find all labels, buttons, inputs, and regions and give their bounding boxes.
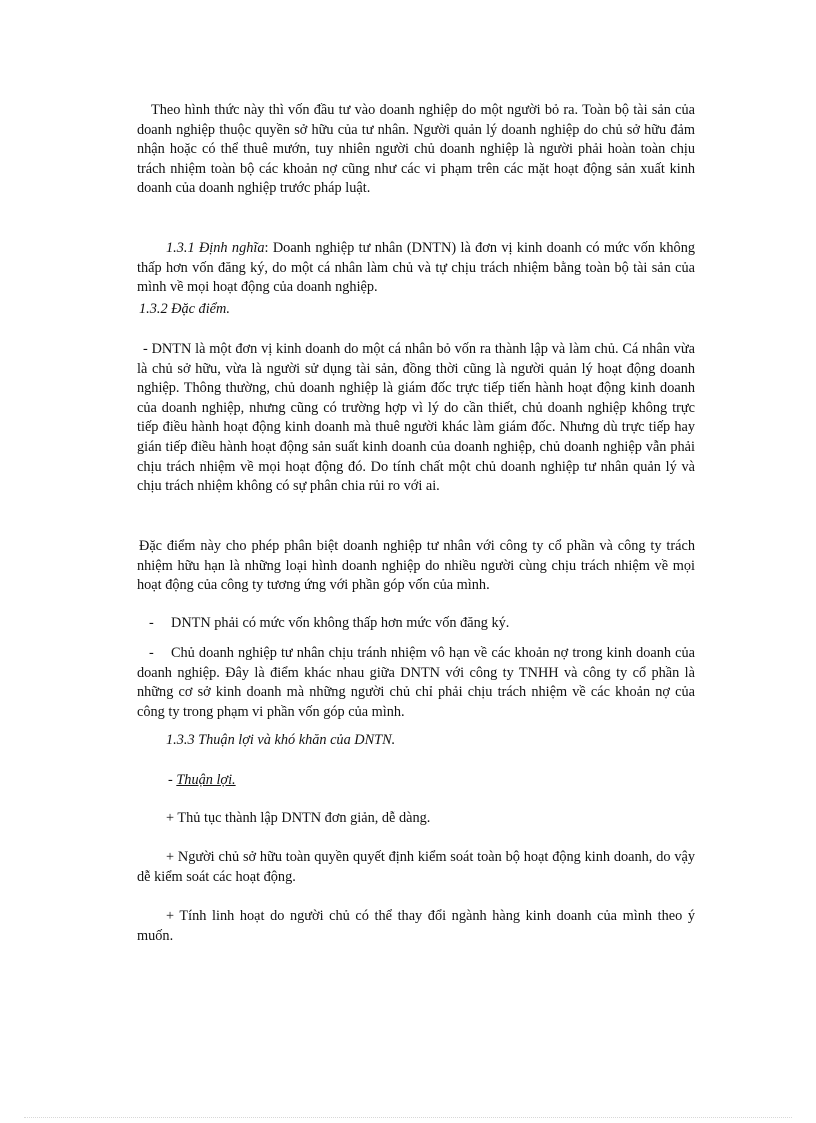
paragraph-definition xyxy=(137,239,695,298)
paragraph-characteristics-2: Đặc điểm này cho phép phân biệt doanh nghiệp tư nhân với công ty cổ phần và công ty trách nhiệm hữu hạn là những loại hình doanh nghiệp do nhiều người cùng chịu trách nhiệm về mọi hoạt động của công ty tương ứng với phần góp vốn của mình. xyxy=(137,538,695,594)
bullet-dash: - xyxy=(149,615,154,631)
subheading-prefix: - xyxy=(168,772,177,788)
bullet-item-1 xyxy=(137,614,695,634)
bullet-dash: - xyxy=(149,645,154,661)
bullet-text-1: DNTN phải có mức vốn không thấp hơn mức vốn đăng ký. xyxy=(171,615,510,631)
advantage-item-3: + Tính linh hoạt do người chủ có thể thay đổi ngành hàng kinh doanh của mình theo ý muốn. xyxy=(137,908,695,944)
page-bottom-divider xyxy=(24,1117,792,1118)
heading-1-3-3: 1.3.3 Thuận lợi và khó khăn của DNTN. xyxy=(166,732,396,748)
heading-1-3-1: 1.3.1 Định nghĩa xyxy=(166,240,265,256)
advantage-item-2: + Người chủ sở hữu toàn quyền quyết định kiểm soát toàn bộ hoạt động kinh doanh, do vậy dễ kiểm soát các hoạt động. xyxy=(137,849,695,885)
bullet-item-2 xyxy=(137,644,695,722)
advantage-item-1: + Thủ tục thành lập DNTN đơn giản, dễ dàng. xyxy=(166,810,431,826)
paragraph-characteristics-1: - DNTN là một đơn vị kinh doanh do một cá nhân bỏ vốn ra thành lập và làm chủ. Cá nhân vừa là chủ sở hữu, vừa là người sử dụng tài sản, đồng thời cũng là người quản lý hoạt động doanh nghiệp. Thông thường, chủ doanh nghiệp là giám đốc trực tiếp tiến hành hoạt động kinh doanh của doanh nghiệp, nhưng cũng có trường hợp vì lý do cần thiết, chủ doanh nghiệp không trực tiếp điều hành hoạt động kinh doanh mà thuê người khác làm giám đốc. Nhưng dù trực tiếp hay gián tiếp điều hành hoạt động sản suất kinh doanh của doanh nghiệp, chủ doanh nghiệp vẫn phải chịu trách nhiệm về mọi hoạt động đó. Do tính chất một chủ doanh nghiệp tư nhân quản lý và chịu trách nhiệm không có sự phân chia rủi ro với ai. xyxy=(137,341,695,495)
definition-text: : Doanh nghiệp tư nhân (DNTN) là đơn vị kinh doanh có mức vốn không thấp hơn vốn đăng ký, do một cá nhân làm chủ và tự chịu trách nhiệm bằng toàn bộ tài sản của mình về mọi hoạt động của doanh nghiệp. xyxy=(137,240,695,296)
paragraph-intro: Theo hình thức này thì vốn đầu tư vào doanh nghiệp do một người bỏ ra. Toàn bộ tài sản của doanh nghiệp thuộc quyền sở hữu của tư nhân. Người quản lý doanh nghiệp do chủ sở hữu đảm nhận hoặc có thể thuê mướn, tuy nhiên người chủ doanh nghiệp là người phải hoàn toàn chịu trách nhiệm toàn bộ các khoản nợ cũng như các vi phạm trên các mặt hoạt động sản xuất kinh doanh của doanh nghiệp trước pháp luật. xyxy=(137,102,695,197)
bullet-text-2: Chủ doanh nghiệp tư nhân chịu tránh nhiệm vô hạn về các khoản nợ trong kinh doanh của doanh nghiệp. Đây là điểm khác nhau giữa DNTN với công ty TNHH và công ty cổ phần là những cơ sở kinh doanh mà những người chủ chỉ phải chịu trách nhiệm về các khoản nợ của công ty trong phạm vi phần vốn góp của mình. xyxy=(137,645,695,720)
subheading-advantages-label: Thuận lợi. xyxy=(176,772,236,788)
heading-1-3-2: 1.3.2 Đặc điểm. xyxy=(139,301,230,317)
subheading-advantages xyxy=(137,771,695,791)
